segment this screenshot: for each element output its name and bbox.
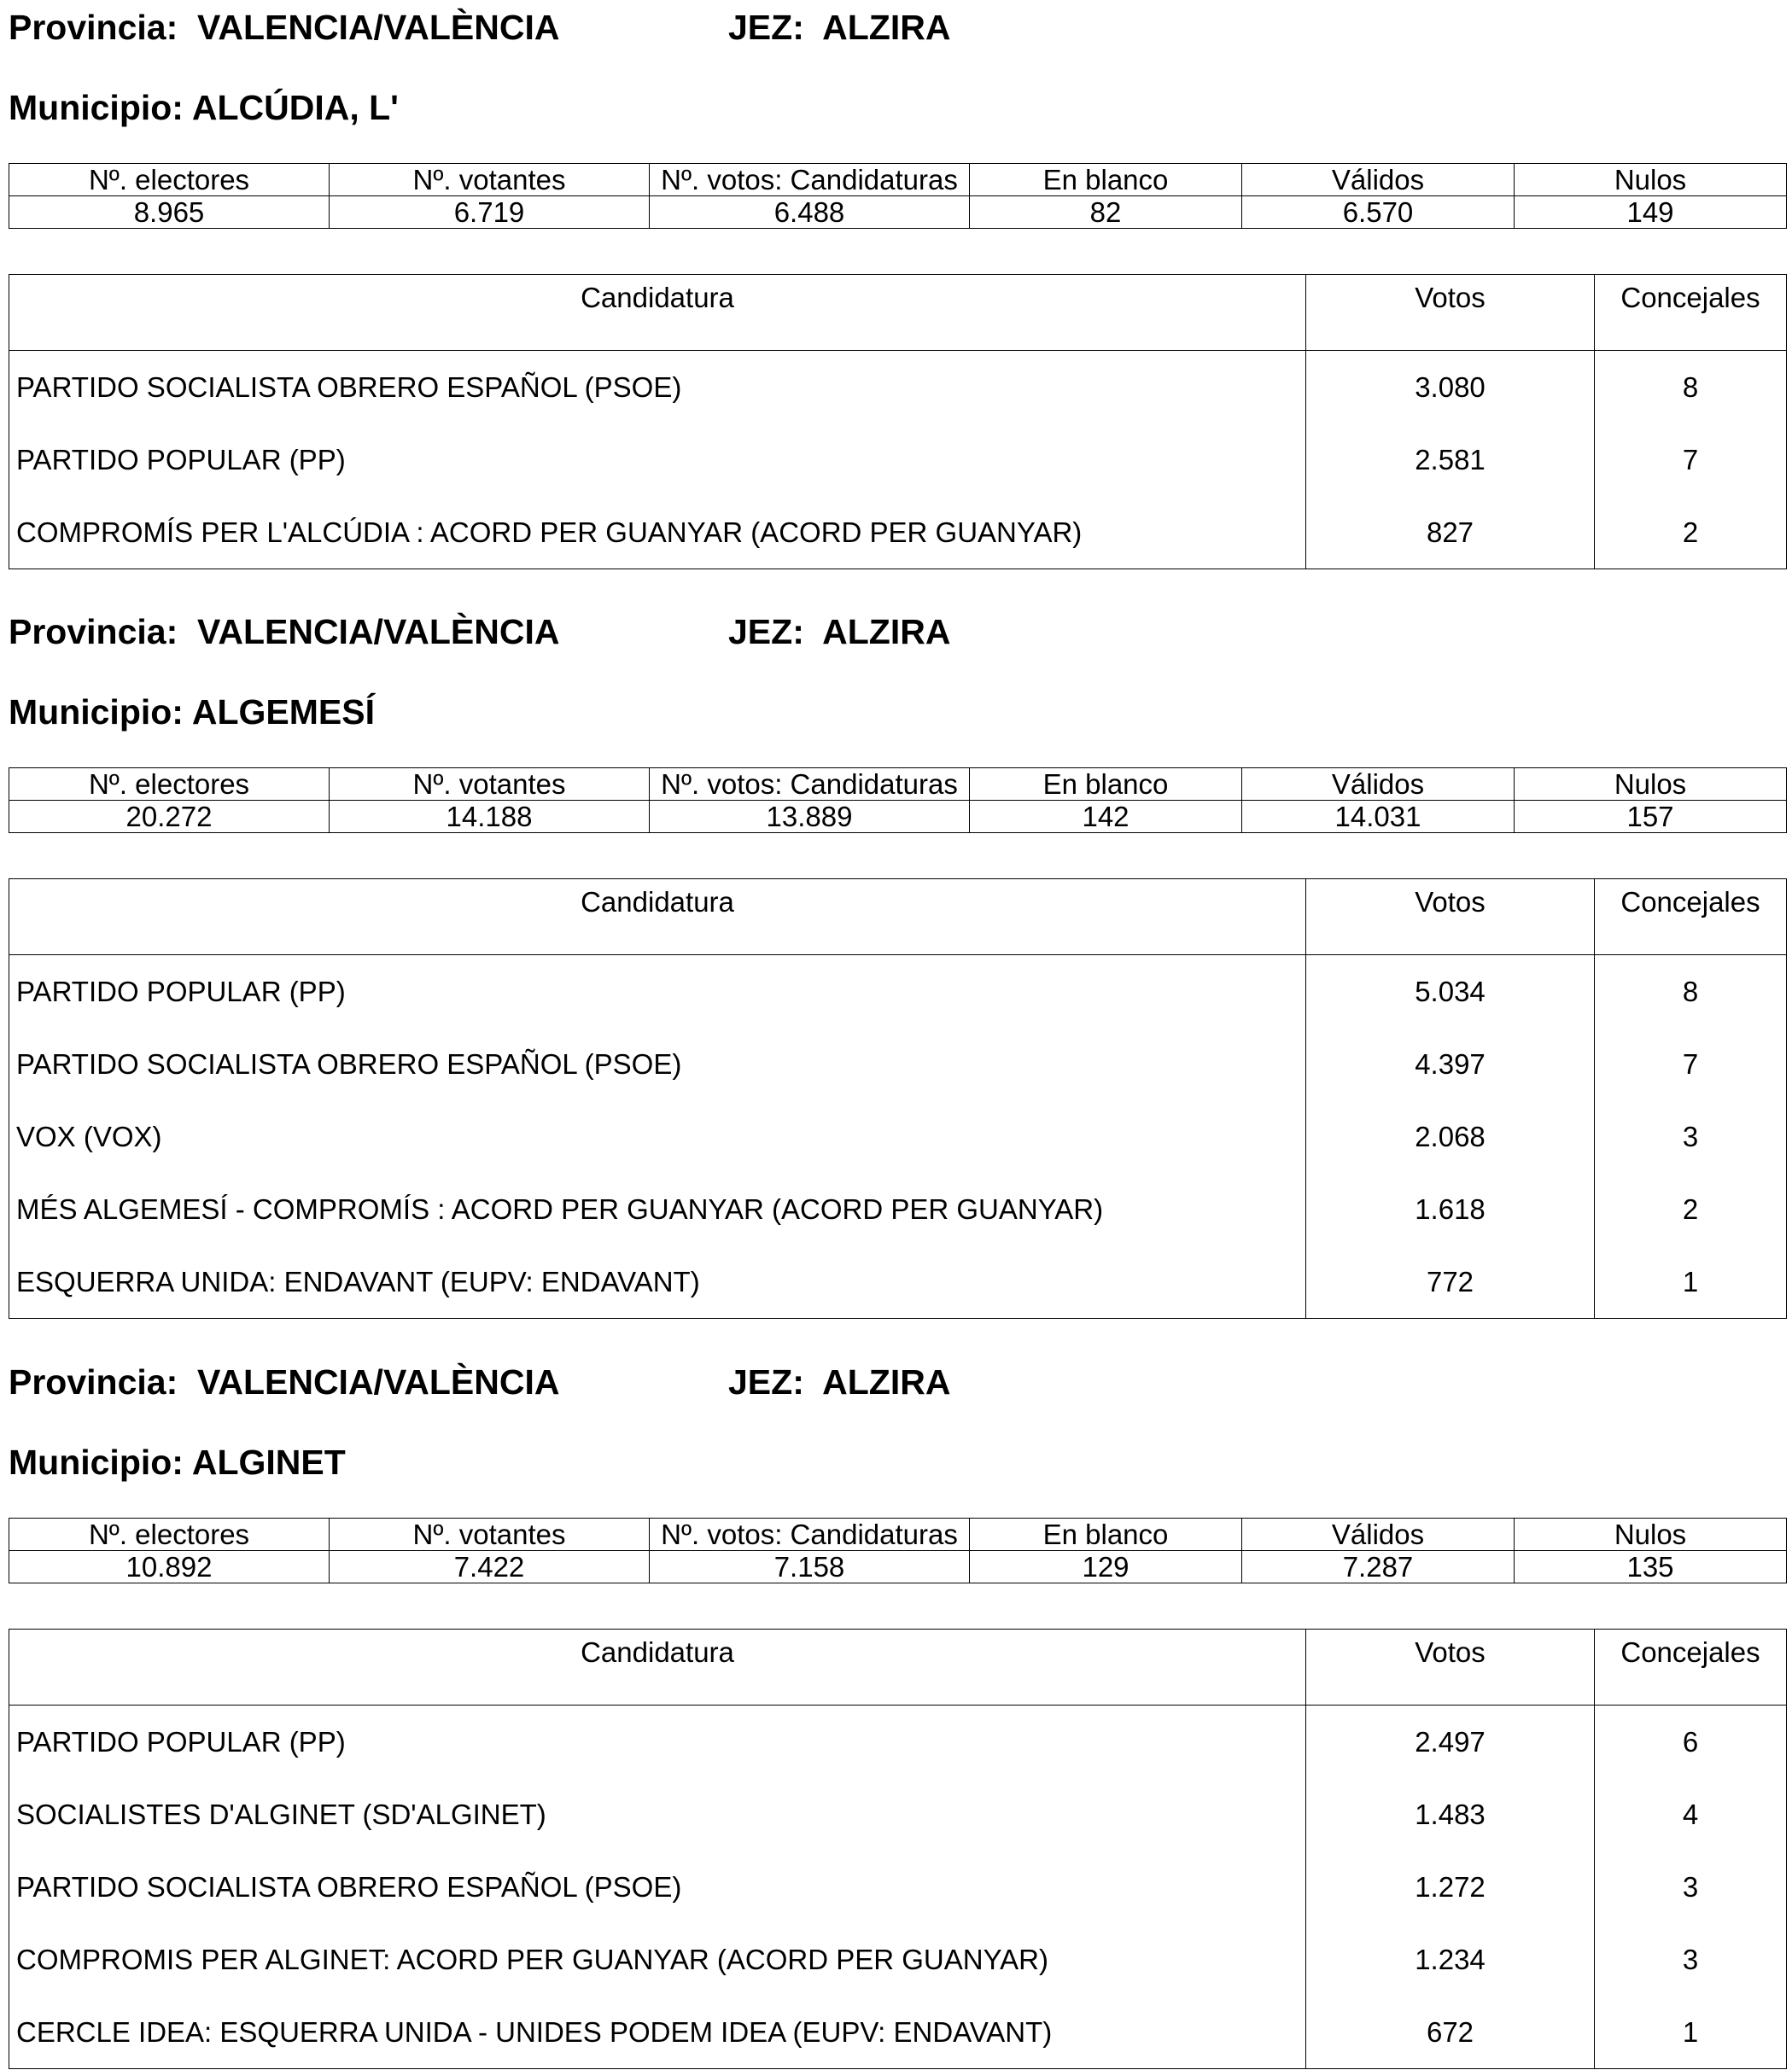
results-table [9, 274, 1787, 569]
provincia-heading [9, 10, 559, 45]
candidatura-concejales: 4 [1595, 1778, 1787, 1851]
candidatura-votos: 4.397 [1306, 1028, 1595, 1100]
jez-label: JEZ: [728, 612, 804, 651]
header-en-blanco: En blanco [970, 1519, 1242, 1551]
municipio-label: Municipio: [9, 692, 184, 732]
value-votos-candidaturas: 13.889 [650, 801, 970, 833]
value-votantes: 7.422 [330, 1551, 650, 1583]
summary-header-row [9, 768, 1787, 801]
header-en-blanco: En blanco [970, 768, 1242, 801]
value-nulos: 135 [1515, 1551, 1787, 1583]
candidatura-votos: 1.272 [1306, 1851, 1595, 1923]
candidatura-concejales: 8 [1595, 351, 1787, 424]
municipio-heading [9, 692, 375, 732]
candidatura-votos: 827 [1306, 496, 1595, 569]
candidatura-votos: 1.483 [1306, 1778, 1595, 1851]
value-en-blanco: 142 [970, 801, 1242, 833]
candidatura-name: COMPROMIS PER ALGINET: ACORD PER GUANYAR (ACORD PER GUANYAR) [9, 1923, 1306, 1996]
jez-value: ALZIRA [822, 8, 951, 47]
table-row [9, 1100, 1787, 1173]
value-electores: 8.965 [9, 196, 330, 229]
candidatura-name: MÉS ALGEMESÍ - COMPROMÍS : ACORD PER GUANYAR (ACORD PER GUANYAR) [9, 1173, 1306, 1245]
municipio-value: ALCÚDIA, L' [191, 88, 399, 127]
table-row [9, 1028, 1787, 1100]
candidatura-name: PARTIDO SOCIALISTA OBRERO ESPAÑOL (PSOE) [9, 1028, 1306, 1100]
candidatura-votos: 3.080 [1306, 351, 1595, 424]
candidatura-name: COMPROMÍS PER L'ALCÚDIA : ACORD PER GUANYAR (ACORD PER GUANYAR) [9, 496, 1306, 569]
candidatura-concejales: 7 [1595, 1028, 1787, 1100]
candidatura-name: PARTIDO POPULAR (PP) [9, 1706, 1306, 1779]
results-table [9, 1629, 1787, 2069]
municipio-value: ALGEMESÍ [191, 692, 375, 732]
jez-label: JEZ: [728, 8, 804, 47]
table-row [9, 1996, 1787, 2069]
value-votantes: 14.188 [330, 801, 650, 833]
candidatura-concejales: 3 [1595, 1100, 1787, 1173]
value-en-blanco: 129 [970, 1551, 1242, 1583]
summary-value-row [9, 196, 1787, 229]
provincia-label: Provincia: [9, 1362, 178, 1402]
header-votantes: Nº. votantes [330, 768, 650, 801]
header-votos: Votos [1306, 1630, 1595, 1706]
candidatura-votos: 1.234 [1306, 1923, 1595, 1996]
header-validos: Válidos [1242, 768, 1515, 801]
candidatura-votos: 5.034 [1306, 955, 1595, 1029]
table-row [9, 1851, 1787, 1923]
header-candidatura: Candidatura [9, 1630, 1306, 1706]
municipio-heading [9, 90, 399, 125]
summary-value-row [9, 801, 1787, 833]
table-row [9, 1706, 1787, 1779]
candidatura-votos: 2.581 [1306, 423, 1595, 496]
table-row [9, 955, 1787, 1029]
header-validos: Válidos [1242, 1519, 1515, 1551]
candidatura-name: PARTIDO POPULAR (PP) [9, 423, 1306, 496]
table-row [9, 1173, 1787, 1245]
header-candidatura: Candidatura [9, 275, 1306, 351]
candidatura-name: PARTIDO SOCIALISTA OBRERO ESPAÑOL (PSOE) [9, 1851, 1306, 1923]
header-votos-candidaturas: Nº. votos: Candidaturas [650, 1519, 970, 1551]
jez-heading [728, 10, 950, 45]
candidatura-name: ESQUERRA UNIDA: ENDAVANT (EUPV: ENDAVANT) [9, 1245, 1306, 1319]
candidatura-concejales: 2 [1595, 496, 1787, 569]
value-en-blanco: 82 [970, 196, 1242, 229]
municipio-label: Municipio: [9, 1443, 184, 1482]
candidatura-concejales: 8 [1595, 955, 1787, 1029]
value-validos: 6.570 [1242, 196, 1515, 229]
jez-value: ALZIRA [822, 1362, 951, 1402]
candidatura-votos: 1.618 [1306, 1173, 1595, 1245]
table-row [9, 351, 1787, 424]
candidatura-votos: 2.068 [1306, 1100, 1595, 1173]
header-en-blanco: En blanco [970, 164, 1242, 196]
header-nulos: Nulos [1515, 1519, 1787, 1551]
municipio-label: Municipio: [9, 88, 184, 127]
summary-value-row [9, 1551, 1787, 1583]
candidatura-name: PARTIDO POPULAR (PP) [9, 955, 1306, 1029]
header-votos-candidaturas: Nº. votos: Candidaturas [650, 768, 970, 801]
results-header-row [9, 275, 1787, 351]
value-nulos: 157 [1515, 801, 1787, 833]
header-validos: Válidos [1242, 164, 1515, 196]
municipio-value: ALGINET [191, 1443, 346, 1482]
value-electores: 20.272 [9, 801, 330, 833]
candidatura-concejales: 7 [1595, 423, 1787, 496]
candidatura-votos: 2.497 [1306, 1706, 1595, 1779]
header-concejales: Concejales [1595, 275, 1787, 351]
candidatura-concejales: 3 [1595, 1923, 1787, 1996]
summary-table [9, 1518, 1787, 1583]
header-concejales: Concejales [1595, 1630, 1787, 1706]
jez-heading [728, 1362, 951, 1402]
header-electores: Nº. electores [9, 768, 330, 801]
value-validos: 14.031 [1242, 801, 1515, 833]
table-row [9, 423, 1787, 496]
table-row [9, 1245, 1787, 1319]
provincia-value: VALENCIA/VALÈNCIA [197, 1362, 560, 1402]
summary-table [9, 767, 1787, 833]
header-votantes: Nº. votantes [330, 164, 650, 196]
summary-header-row [9, 1519, 1787, 1551]
candidatura-votos: 772 [1306, 1245, 1595, 1319]
results-header-row [9, 1630, 1787, 1706]
jez-value: ALZIRA [822, 612, 951, 651]
summary-table [9, 163, 1787, 229]
summary-header-row [9, 164, 1787, 196]
provincia-heading [9, 1362, 560, 1402]
value-validos: 7.287 [1242, 1551, 1515, 1583]
header-votantes: Nº. votantes [330, 1519, 650, 1551]
value-nulos: 149 [1515, 196, 1787, 229]
value-votos-candidaturas: 7.158 [650, 1551, 970, 1583]
candidatura-concejales: 1 [1595, 1245, 1787, 1319]
header-votos: Votos [1306, 879, 1595, 955]
municipio-heading [9, 1445, 346, 1480]
provincia-heading [9, 612, 560, 651]
candidatura-name: PARTIDO SOCIALISTA OBRERO ESPAÑOL (PSOE) [9, 351, 1306, 424]
candidatura-name: SOCIALISTES D'ALGINET (SD'ALGINET) [9, 1778, 1306, 1851]
provincia-label: Provincia: [9, 612, 178, 651]
results-header-row [9, 879, 1787, 955]
header-votos-candidaturas: Nº. votos: Candidaturas [650, 164, 970, 196]
provincia-label: Provincia: [9, 8, 178, 47]
jez-heading [728, 612, 951, 651]
candidatura-concejales: 1 [1595, 1996, 1787, 2069]
header-nulos: Nulos [1515, 768, 1787, 801]
candidatura-concejales: 6 [1595, 1706, 1787, 1779]
header-electores: Nº. electores [9, 1519, 330, 1551]
header-concejales: Concejales [1595, 879, 1787, 955]
header-votos: Votos [1306, 275, 1595, 351]
candidatura-name: CERCLE IDEA: ESQUERRA UNIDA - UNIDES PODEM IDEA (EUPV: ENDAVANT) [9, 1996, 1306, 2069]
jez-label: JEZ: [728, 1362, 804, 1402]
provincia-value: VALENCIA/VALÈNCIA [197, 8, 560, 47]
results-table [9, 878, 1787, 1319]
value-electores: 10.892 [9, 1551, 330, 1583]
value-votantes: 6.719 [330, 196, 650, 229]
header-nulos: Nulos [1515, 164, 1787, 196]
value-votos-candidaturas: 6.488 [650, 196, 970, 229]
header-candidatura: Candidatura [9, 879, 1306, 955]
header-electores: Nº. electores [9, 164, 330, 196]
candidatura-concejales: 2 [1595, 1173, 1787, 1245]
table-row [9, 1923, 1787, 1996]
candidatura-concejales: 3 [1595, 1851, 1787, 1923]
provincia-value: VALENCIA/VALÈNCIA [197, 612, 560, 651]
table-row [9, 1778, 1787, 1851]
candidatura-votos: 672 [1306, 1996, 1595, 2069]
candidatura-name: VOX (VOX) [9, 1100, 1306, 1173]
table-row [9, 496, 1787, 569]
